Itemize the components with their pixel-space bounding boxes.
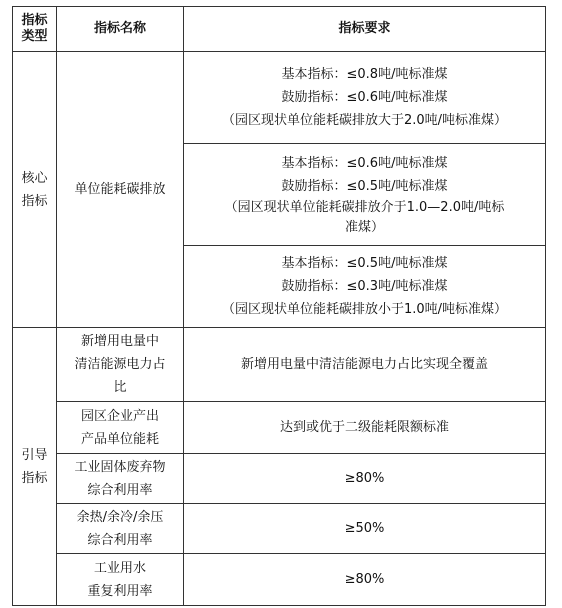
- header-type-line2: 类型: [21, 29, 48, 44]
- name-line: 新增用电量中: [80, 334, 159, 349]
- header-name: 指标名称: [57, 7, 184, 52]
- name-line: 清洁能源电力占: [74, 357, 166, 372]
- table-row: [13, 454, 546, 504]
- condition-note-line2: 准煤）: [344, 219, 384, 235]
- guide-requirement-2: 达到或优于二级能耗限额标准: [184, 402, 546, 454]
- guide-requirement-5: ≥80%: [184, 554, 546, 606]
- guide-name-1: [57, 328, 184, 402]
- guide-type-line1: 引导: [21, 447, 48, 463]
- name-line: 工业用水: [93, 560, 146, 576]
- name-line: 产品单位能耗: [80, 431, 159, 447]
- header-requirement: 指标要求: [184, 7, 546, 52]
- guide-name-4: [57, 504, 184, 554]
- guide-type-line2: 指标: [21, 470, 48, 486]
- basic-indicator: 基本指标：≤0.6吨/吨标准煤: [281, 155, 448, 171]
- guide-requirement-4: ≥50%: [184, 504, 546, 554]
- name-line: 园区企业产出: [80, 408, 159, 424]
- basic-indicator: 基本指标：≤0.8吨/吨标准煤: [281, 67, 448, 82]
- guide-name-5: [57, 554, 184, 606]
- encourage-indicator: 鼓励指标：≤0.3吨/吨标准煤: [281, 279, 448, 294]
- core-requirement-1: [184, 52, 546, 144]
- table-row: [13, 402, 546, 454]
- core-name-cell: 单位能耗碳排放: [57, 52, 184, 328]
- core-requirement-3: [184, 246, 546, 328]
- condition-note: （园区现状单位能耗碳排放大于2.0吨/吨标准煤）: [221, 113, 508, 128]
- core-type-cell: [13, 52, 57, 328]
- name-line: 比: [113, 380, 127, 395]
- table-row: [13, 52, 546, 144]
- name-line: 工业固体废弃物: [74, 459, 166, 475]
- guide-requirement-3: ≥80%: [184, 454, 546, 504]
- guide-requirement-1: 新增用电量中清洁能源电力占比实现全覆盖: [184, 328, 546, 402]
- table-row: [13, 504, 546, 554]
- guide-type-cell: [13, 328, 57, 606]
- basic-indicator: 基本指标：≤0.5吨/吨标准煤: [281, 256, 448, 271]
- table-header-row: [13, 7, 546, 52]
- encourage-indicator: 鼓励指标：≤0.5吨/吨标准煤: [281, 178, 448, 194]
- condition-note: （园区现状单位能耗碳排放小于1.0吨/吨标准煤）: [221, 302, 508, 317]
- name-line: 余热/余冷/余压: [76, 509, 164, 525]
- header-type: [13, 7, 57, 52]
- name-line: 综合利用率: [87, 532, 153, 548]
- guide-name-3: [57, 454, 184, 504]
- encourage-indicator: 鼓励指标：≤0.6吨/吨标准煤: [281, 90, 448, 105]
- guide-name-2: [57, 402, 184, 454]
- name-line: 重复利用率: [87, 583, 153, 599]
- name-line: 综合利用率: [87, 482, 153, 498]
- indicator-table: [12, 6, 546, 606]
- core-requirement-2: [184, 144, 546, 246]
- core-type-line2: 指标: [21, 193, 48, 209]
- condition-note-line1: （园区现状单位能耗碳排放介于1.0—2.0吨/吨标: [224, 199, 505, 215]
- table-row: [13, 554, 546, 606]
- core-type-line1: 核心: [21, 170, 48, 186]
- table-row: [13, 328, 546, 402]
- header-type-line1: 指标: [21, 13, 48, 28]
